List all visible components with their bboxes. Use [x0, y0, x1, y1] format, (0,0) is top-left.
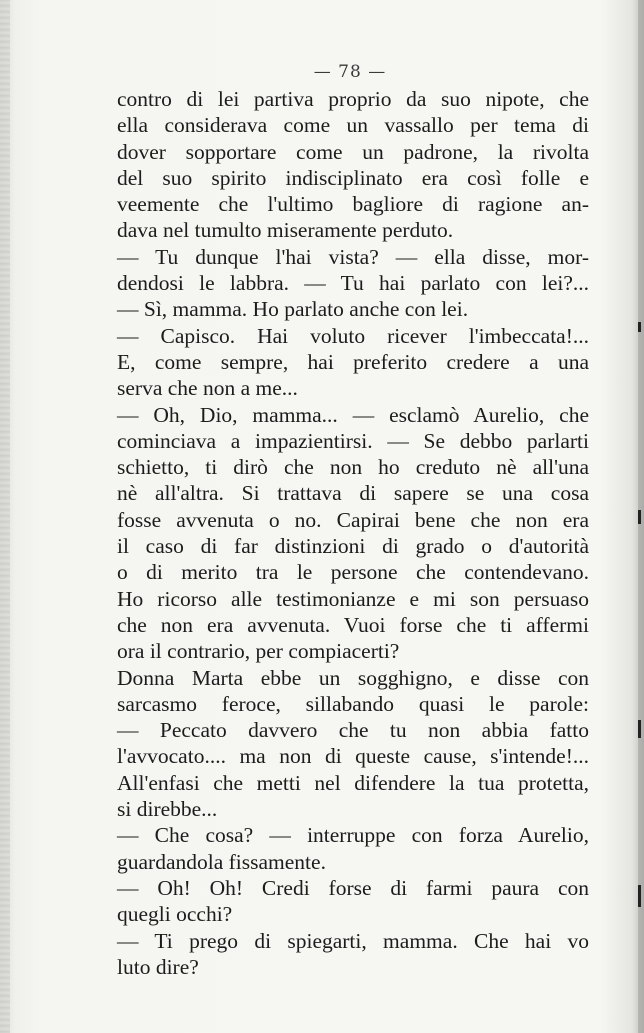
text-line: ora il contrario, per compiacerti?: [117, 639, 400, 664]
text-line: fosse avvenuta o no. Capirai bene che non era: [117, 507, 589, 532]
text-line: del suo spirito indisciplinato era così folle e: [117, 165, 589, 190]
text-line: che non era avvenuta. Vuoi forse che ti affermi: [117, 612, 589, 637]
text-line: — Che cosa? — interruppe con forza Aurelio,: [117, 823, 589, 848]
page-left-edge: [0, 0, 10, 1033]
text-line: — Sì, mamma. Ho parlato anche con lei.: [117, 297, 469, 322]
text-line: serva che non a me...: [117, 376, 298, 401]
text-line: E, come sempre, hai preferito credere a una: [117, 349, 589, 374]
text-line: ella considerava come un vassallo per tema di: [117, 113, 589, 138]
text-line: schietto, ti dirò che non ho creduto nè all'una: [117, 455, 589, 480]
text-line: l'avvocato.... ma non di queste cause, s'intende!...: [117, 744, 589, 769]
edge-mark: [638, 720, 641, 738]
text-line: luto dire?: [117, 954, 199, 979]
text-line: dendosi le labbra. — Tu hai parlato con lei?...: [117, 271, 589, 296]
text-line: contro di lei partiva proprio da suo nipote, che: [117, 87, 589, 111]
text-line: Donna Marta ebbe un sogghigno, e disse con: [117, 665, 589, 690]
text-line: o di merito tra le persone che contendevano.: [117, 560, 589, 585]
text-line: guardandola fissamente.: [117, 849, 326, 874]
text-line: quegli occhi?: [117, 902, 233, 927]
text-line: nè all'altra. Si trattava di sapere se una cosa: [117, 481, 589, 506]
text-line: — Oh, Dio, mamma... — esclamò Aurelio, che: [117, 402, 589, 427]
text-line: veemente che l'ultimo bagliore di ragione an-: [117, 192, 589, 217]
text-line: il caso di far distinzioni di grado o d'autorità: [117, 534, 589, 559]
text-line: sarcasmo feroce, sillabando quasi le parole:: [117, 691, 589, 716]
text-line: — Peccato davvero che tu non abbia fatto: [117, 718, 589, 743]
text-line: dava nel tumulto miseramente perduto.: [117, 218, 454, 243]
edge-mark: [638, 510, 641, 524]
text-line: — Ti prego di spiegarti, mamma. Che hai vo: [117, 928, 589, 953]
body-text: [117, 86, 589, 980]
text-line: si direbbe...: [117, 797, 218, 822]
edge-mark: [638, 322, 641, 332]
page-number: — 78 —: [313, 62, 387, 82]
text-line: dover sopportare come un padrone, la rivolta: [117, 139, 589, 164]
text-line: — Tu dunque l'hai vista? — ella disse, mor-: [117, 244, 589, 269]
text-line: — Oh! Oh! Credi forse di farmi paura con: [117, 875, 589, 900]
edge-mark: [638, 885, 641, 907]
text-line: All'enfasi che metti nel difendere la tua protetta,: [117, 770, 589, 795]
text-line: Ho ricorso alle testimonianze e mi son persuaso: [117, 586, 589, 611]
text-line: cominciava a impazientirsi. — Se debbo parlarti: [117, 428, 589, 453]
text-line: — Capisco. Hai voluto ricever l'imbeccata!...: [117, 323, 589, 348]
